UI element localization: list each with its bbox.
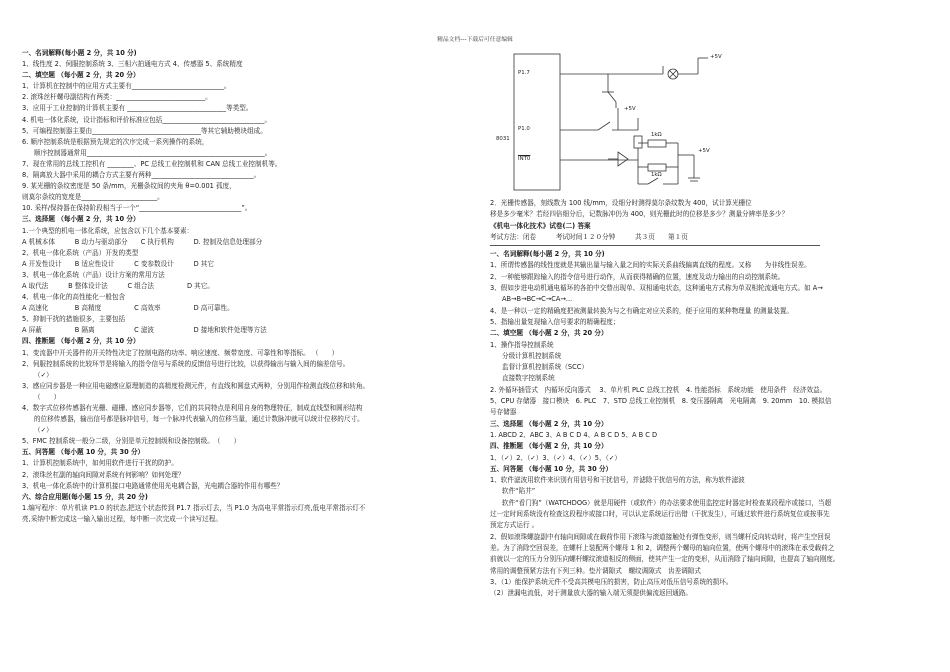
answer-text-line: 差。为了消除空回误差，在螺杆上装配两个螺母 1 和 2，调整两个螺母的轴向位置，使两个螺母中的滚珠在承受载荷之	[490, 543, 835, 552]
question-text-line: （✓）	[34, 370, 53, 379]
question-text-line: 5、FMC 控制系统一般分二级，分别是单元控制级和设备控制级。 （ ）	[22, 437, 241, 446]
circuit-diagram-svg	[498, 48, 748, 194]
voltage-label-bottom: +5V	[698, 148, 710, 154]
answer-divider	[490, 245, 820, 246]
question-text-line: （✓）	[34, 426, 53, 435]
question-text-line: 2、伺服控制系统的比较环节是将输入的指令信号与系统的反馈信号进行比较，以获得输出与输入间的偏差信号。	[22, 359, 350, 368]
question-text-line: 4、数字式位移传感器有光栅、磁栅、感应同步器等，它们的共同特点是利用自身的物理特征，制成直线型和圆形结构	[22, 404, 363, 412]
answer-text-line: 预定方式运行 。	[490, 521, 539, 530]
answer-text-line: 过一定时间系统没有检查这段程序或接口时，可以认定系统运行出错（干扰发生），可通过软件进行系统复位或按事先	[490, 510, 830, 519]
question-text-line: 3、感应同步器是一种应用电磁感应原理制造的高精度检测元件，有直线和圆盘式两种，分别用作检测直线位移和转角。	[22, 381, 370, 390]
question-text-line: 8、隔离放大器中采用的耦合方式主要有两种_______________________________。	[22, 171, 261, 180]
answer-section-heading: 五、问答题 （每小题 10 分，共 30 分）	[490, 464, 613, 473]
answer-section-heading: 三、选择题 （每小题 2 分，共 10 分）	[490, 419, 608, 428]
answer-text-line: 号存储器	[490, 408, 517, 417]
pin-label-p17: P1.7	[518, 70, 530, 76]
circuit-diagram	[498, 48, 748, 194]
question-text-line: A 屏蔽 B 隔离 C 滤波 D 接地和软件处理等方法	[22, 326, 267, 335]
question-text-line: 亮,采纳中断完成这一输入输出过程，每中断一次完成一个读写过程。	[22, 514, 222, 523]
answer-section-heading: 《机电一体化技术》试卷(二) 答案	[490, 221, 591, 230]
question-text-line: 2、滚珠丝杠副的轴向间隙对系统有何影响？如何处理？	[22, 470, 185, 479]
voltage-label-mid: +5V	[624, 106, 636, 112]
pin-label-p10: P1.0	[518, 126, 530, 132]
answer-text-line: 1、所谓传感器的线性度就是其输出量与输入量之间的实际关系曲线偏离直线的程度。又称 为非线性误差。	[490, 261, 811, 270]
answer-section-heading: 一、名词解释(每小题 2 分，共 10 分)	[490, 250, 605, 259]
answer-text-line: 1. ABCD 2、ABC 3、A B C D 4、A B C D 5、A B C D	[490, 430, 658, 439]
question-text-line: 4、机电一体化的高性能化一般包含	[22, 293, 126, 302]
exam-questions-column	[22, 48, 467, 525]
question-text-line: A 机械本体 B 动力与驱动部分 C 执行机构 D. 控制及信息处理部分	[22, 237, 263, 246]
question-text-line: 10. 采样/保持器在保持阶段相当于一个“_______________________________”。	[22, 204, 252, 213]
pin-label-int0: INT0	[518, 156, 531, 162]
question-text-line: 5、抑制干扰的措施很多，主要包括	[22, 315, 126, 324]
question-text-line: A 高速化 B 高精度 C 高效率 D 高可靠性。	[22, 304, 234, 313]
answer-text-line: 软件“陷井”	[502, 487, 536, 496]
question-text-line: 2、机电一体化系统（产品）开发的类型	[22, 248, 139, 257]
question-section-heading: 六、综合应用题(每小题 15 分，共 20 分)	[22, 492, 148, 501]
answer-lines	[490, 198, 930, 599]
question-text-line: 1.编写程序：单片机读 P1.0 的状态,把这个状态传到 P1.7 指示灯去，当 P1.0 为高电平常指示灯亮,低电平常指示灯不	[22, 503, 366, 512]
question-text-line: 1、计算机在控制中的应用方式主要有____________________________。	[22, 82, 231, 91]
page-header: 精品文档---下载后可任意编辑	[437, 37, 513, 43]
question-text-line: 3、机电一体化系统中的计算机接口电路通常使用光电耦合器，光电耦合器的作用有哪些？	[22, 481, 284, 490]
answer-text-line: 考试方法：闭卷 考试时间１２０分钟 共３页 第１页	[490, 232, 688, 241]
answers-column	[490, 48, 930, 599]
answer-text-line: 2．光栅传感器，刻线数为 100 线/mm，设细分时测得莫尔条纹数为 400，试计算光栅位	[490, 199, 752, 207]
resistor-label-2: 1kΩ	[651, 172, 662, 178]
question-text-line: 顺序控制器通常用______________________________________________________。	[34, 148, 272, 157]
answer-text-line: 分级计算机控制系统	[502, 351, 562, 360]
question-section-heading: 一、名词解释(每小题 2 分，共 10 分)	[22, 49, 137, 57]
answer-text-line: 移是多少毫米？若经四倍细分后，记数脉冲仍为 400，则光栅此时的位移是多少？测量分辨率是多少？	[490, 210, 789, 219]
question-text-line: 4. 机电一体化系统，设计指标和评价标准应包括_______________________________。	[22, 115, 272, 124]
answer-section-heading: 四、推断题 （每小题 2 分，共 10 分）	[490, 442, 608, 451]
answer-text-line: （2）泄漏电流低，对于测量放大器的输入端无须提供偏流返回通路。	[490, 589, 693, 598]
answer-text-line: 1、操作指导控制系统	[490, 340, 554, 349]
answer-text-line: 3、（1）能保护系统元件不受高共模电压的损害，防止高压对低压信号系统的损坏。	[490, 577, 733, 586]
answer-text-line: 1、（✓）2、（✓）3、（✓）4、（✓）5、（✓）	[490, 453, 622, 462]
answer-text-line: 3、假如步进电动机通电循环的各拍中交替出现单、双相通电状态，这种通电方式称为单双相轮流通电方式。如 A→	[490, 284, 823, 293]
voltage-label-top: +5V	[710, 54, 722, 60]
answer-text-line: 2、一种能够跟踪输入的指令信号进行动作，从而获得精确的位置，速度及动力输出的自动控制系统。	[490, 272, 785, 281]
answer-text-line: 软件“看门狗”（WATCHDOG）就是用硬件（或软件）的办法要求使用监控定时器定时检查某段程序或接口，当超	[502, 498, 832, 507]
answer-text-line: 2、假如滚珠螺旋副中有轴向间隙或在载荷作用下滚珠与滚道接触处有弹性变形，则当螺杆反向转动时，将产生空回误	[490, 532, 831, 541]
answer-text-line: 监督计算机控制系统（SCC）	[502, 363, 588, 372]
question-text-line: 9. 某光栅的条纹密度是 50 条/mm，光栅条纹间的夹角 θ=0.001 孤度，	[22, 182, 236, 191]
question-text-line: 2. 滚珠丝杆螺母副结构有两类：___________________________。	[22, 93, 212, 102]
answer-text-line: AB→B→BC→C→CA→...	[502, 295, 573, 304]
question-text-line: A 取代法 B 整体设计法 C 组合法 D 其它。	[22, 281, 214, 290]
answer-text-line: 直接数字控制系统	[502, 374, 555, 383]
answer-text-line: 前就以一定的压力分别压向螺杆螺纹滚道相反的侧面，使其产生一定的变形，从而消除了轴向间隙，也提高了轴向刚度。	[490, 555, 840, 564]
question-text-line: 3、应用于工业控制的计算机主要有 ______________________________等类型。	[22, 104, 253, 113]
question-text-line: 3、机电一体化系统（产品）设计方案的常用方法	[22, 270, 165, 279]
question-section-heading: 三、选择题 （每小题 2 分，共 10 分）	[22, 215, 140, 224]
question-text-line: 1、线性度 2、伺服控制系统 3、三相六拍通电方式 4、传感器 5、系统精度	[22, 60, 243, 69]
question-section-heading: 二、填空题 （每小题 2 分，共 20 分）	[22, 71, 140, 80]
question-text-line: 7、现在常用的总线工控机有 ________、PC 总线工业控制机和 CAN 总线工业控制机等。	[22, 159, 282, 168]
question-section-heading: 四、推断题 （每小题 2 分，共 10 分）	[22, 337, 140, 346]
question-text-line: A 开发性设计 B 适应性设计 C 变参数设计 D 其它	[22, 259, 214, 268]
question-text-line: 的位移传感器，输出信号都是脉冲信号，每一个脉冲代表输入的位移当量，通过计数脉冲就可以统计位移的尺寸。	[34, 415, 364, 424]
question-section-heading: 五、问答题 （每小题 10 分，共 30 分）	[22, 448, 145, 457]
question-text-line: （ ）	[34, 392, 61, 401]
answer-text-line: 5、指输出量复现输入信号要求的精确程度；	[490, 317, 620, 326]
question-text-line: 6. 顺序控制系统是根据预先规定的次序完成一系列操作的系统，	[22, 137, 209, 146]
answer-text-line: 常用的调整预紧方法有下列三种。垫片调隙式 螺纹调隙式 齿差调隙式	[490, 566, 701, 575]
answer-section-heading: 二、填空题 （每小题 2 分，共 20 分）	[490, 329, 608, 338]
question-text-line: 5、可编程控制器主要由_________________________________等其它辅助模块组成。	[22, 126, 267, 135]
answer-text-line: 1、软件滤波用软件来识别有用信号和干扰信号，并滤除干扰信号的方法，称为软件滤波	[490, 476, 745, 485]
chip-label: 8031	[496, 136, 510, 142]
answer-text-line: 2. 外循环插管式 内循环反向器式 3、单片机 PLC 总线工控机 4. 性能指标 系统功能 使用条件 经济效益。	[490, 385, 827, 394]
question-text-line: 1、计算机控制系统中，如何用软件进行干扰的防护。	[22, 459, 178, 468]
answer-text-line: 4、是一种以一定的精确度把被测量转换为与之有确定对应关系的，便于应用的某种物理量 的测量装置。	[490, 306, 794, 315]
answer-text-line: 5、CPU 存储器 接口模块 6. PLC 7、STD 总线工业控制机 8. 变压器隔离 光电隔离 9. 20mm 10. 模拟信	[490, 397, 832, 406]
resistor-label-1: 1kΩ	[651, 132, 662, 138]
question-text-line: 1.一个典型的机电一体化系统，应包含以下几个基本要素：	[22, 226, 194, 235]
question-text-line: 则莫尔条纹的宽度是_______________________。	[22, 193, 164, 202]
question-text-line: 1、变流器中开关器件的开关特性决定了控制电路的功率、响应速度、频带宽度、可靠性和等指标。 （ ）	[22, 348, 339, 357]
